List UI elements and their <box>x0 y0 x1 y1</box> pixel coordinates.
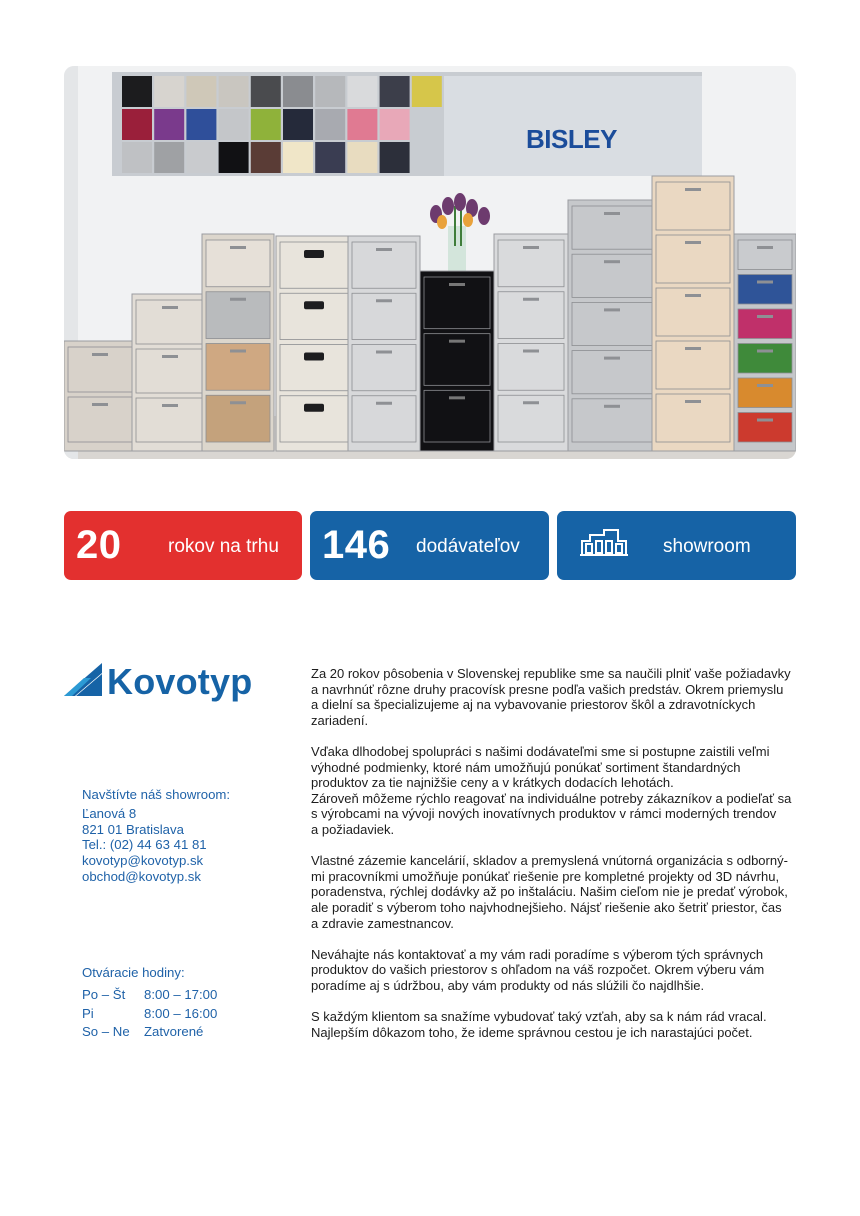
address-city: 821 01 Bratislava <box>82 821 184 837</box>
stat-suppliers-label: dodávateľov <box>416 536 520 557</box>
paragraph-experience <box>311 666 791 728</box>
company-description <box>311 666 791 1056</box>
text-line: Za 20 rokov pôsobenia v Slovenskej republike sme sa naučili plniť vaše požiadavky <box>311 666 791 681</box>
hours-day: Pi <box>82 1005 94 1021</box>
hours-row <box>82 986 218 1005</box>
stat-showroom-box <box>557 511 796 580</box>
paragraph-organization <box>311 853 791 931</box>
text-line: S každým klientom sa snažíme vybudovať taký vzťah, aby sa k nám rád vracal. <box>311 1009 767 1025</box>
hours-day: So – Ne <box>82 1024 130 1040</box>
address-street: Ľanová 8 <box>82 805 137 821</box>
paragraph-clients <box>311 1009 791 1040</box>
stat-years-box <box>64 511 302 580</box>
hours-row <box>82 1005 218 1024</box>
stat-years-label: rokov na trhu <box>168 536 279 557</box>
paragraph-contact-us <box>311 947 791 994</box>
building-icon <box>577 527 631 557</box>
opening-hours <box>82 965 218 1042</box>
showroom-photo <box>64 66 796 459</box>
text-line: poradenstva, rýchlej dodávky až po inštaláciu. Našim cieľom nie je predať výrobok, <box>311 884 788 900</box>
showroom-illustration <box>64 66 796 459</box>
stat-showroom-label: showroom <box>663 536 751 557</box>
hours-time: Zatvorené <box>144 1024 204 1040</box>
text-line: Vlastné zázemie kancelárií, skladov a premyslená vnútorná organizácia s odborný- <box>311 853 788 869</box>
showroom-heading: Navštívte náš showroom: <box>82 787 231 802</box>
paragraph-suppliers <box>311 744 791 838</box>
text-line: zariadení. <box>311 712 369 728</box>
hours-time: 8:00 – 16:00 <box>144 1005 218 1021</box>
text-line: a požiadaviek. <box>311 821 395 837</box>
showroom-contact <box>82 787 230 885</box>
text-line: a navrhnúť rôzne druhy pracovísk presne podľa vašich predstáv. Okrem priemyslu <box>311 681 784 697</box>
hours-time: 8:00 – 17:00 <box>144 987 218 1002</box>
email-link-kovotyp[interactable]: kovotyp@kovotyp.sk <box>82 853 204 869</box>
bisley-sign-text: BISLEY <box>526 124 617 154</box>
hours-row <box>82 1023 204 1042</box>
text-line: Zároveň môžeme rýchlo reagovať na individuálne potreby zákazníkov a podieľať sa <box>311 790 792 806</box>
text-line: produktov do vašich priestorov s ohľadom na váš rozpočet. Okrem výberu vám <box>311 962 765 978</box>
text-line: poradíme aj s údržbou, aby vám produkty od nás slúžili čo najdlhšie. <box>311 977 705 993</box>
hours-day: Po – Št <box>82 987 126 1002</box>
text-line: Vďaka dlhodobej spolupráci s našimi dodávateľmi sme si postupne zaistili veľmi <box>311 743 770 759</box>
phone-number[interactable]: Tel.: (02) 44 63 41 81 <box>82 837 207 853</box>
opening-hours-heading: Otváracie hodiny: <box>82 965 185 980</box>
text-line: Najlepším dôkazom toho, že ideme správnou cestou je ich narastajúci počet. <box>311 1024 753 1040</box>
stat-suppliers-number: 146 <box>322 523 391 567</box>
text-line: výhodné podmienky, ktoré nám umožňujú ponúkať sortiment štandardných <box>311 759 741 775</box>
kovotyp-logo-mark-icon <box>64 663 102 696</box>
text-line: s výrobcami na vývoji nových inovatívnych produktov v rámci moderných trendov <box>311 806 777 822</box>
stat-years-number: 20 <box>76 523 122 567</box>
kovotyp-logo-text: Kovotyp <box>107 661 253 702</box>
email-link-obchod[interactable]: obchod@kovotyp.sk <box>82 868 201 884</box>
text-line: Neváhajte nás kontaktovať a my vám radi poradíme s výberom tých správnych <box>311 946 764 962</box>
text-line: ale poradiť s výberom toho najvhodnejšieho. Nájsť riešenie ako šetriť priestor, čas <box>311 899 782 915</box>
stat-suppliers-box <box>310 511 549 580</box>
kovotyp-logo <box>64 660 254 706</box>
text-line: produktov za tie najnižšie ceny a v krátkych dodacích lehotách. <box>311 775 674 791</box>
text-line: a dielní sa špecializujeme aj na vybavovanie priestorov škôl a zdravotníckych <box>311 697 756 713</box>
text-line: a zdravie zamestnancov. <box>311 915 454 931</box>
text-line: mi pracovníkmi umožňuje ponúkať riešenie pre kompletné projekty od 3D návrhu, <box>311 868 780 884</box>
